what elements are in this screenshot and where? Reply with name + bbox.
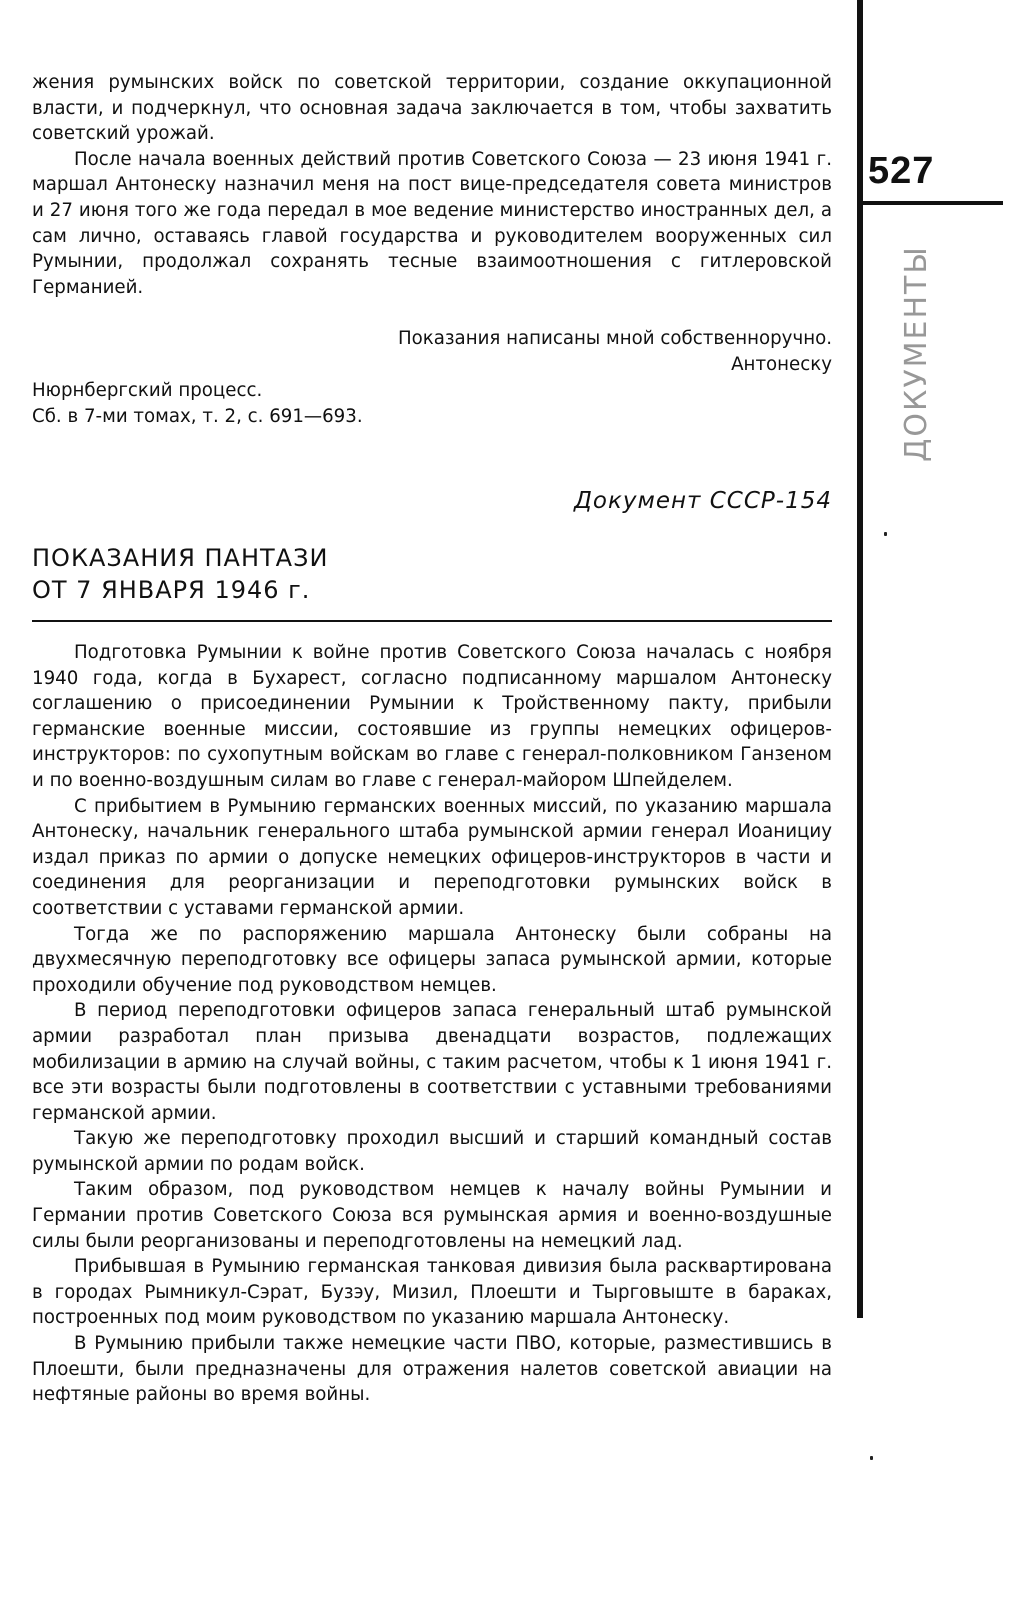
document-label: Документ СССР-154 bbox=[573, 488, 832, 514]
source-reference: Сб. в 7-ми томах, т. 2, с. 691—693. bbox=[32, 406, 363, 427]
document-title: ОТ 7 ЯНВАРЯ 1946 г. bbox=[32, 576, 311, 604]
document-body bbox=[32, 640, 832, 1408]
paragraph: После начала военных действий против Советского Союза — 23 июня 1941 г. маршал Антонеску назначил меня на пост вице-председателя совета министров и 27 июня того же года передал в мое ведение министерство иностранных дел, а сам лично, оставаясь главой государства и руководителем вооруженных сил Румынии, продолжал сохранять тесные взаимоотношения с гитлеровской Германией. bbox=[32, 148, 832, 298]
paragraph: В период переподготовки офицеров запаса генеральный штаб румынской армии разработал план призыва двенадцати возрастов, подлежащих мобилизации в армию на случай войны, с таким расчетом, чтобы к 1 июня 1941 г. все эти возрасты были подготовлены в соответствии с уставными требованиями германской армии. bbox=[32, 1000, 832, 1124]
paragraph: Прибывшая в Румынию германская танковая дивизия была расквартирована в городах Рымникул-Сэрат, Бузэу, Мизил, Плоешти и Тырговыште в бараках, построенных под моим руководством по указанию маршала Антонеску. bbox=[32, 1256, 832, 1329]
document-title: ПОКАЗАНИЯ ПАНТАЗИ bbox=[32, 544, 329, 572]
paragraph: Такую же переподготовку проходил высший и старший командный состав румынской армии по родам войск. bbox=[32, 1128, 832, 1175]
page-number: 527 bbox=[868, 150, 935, 192]
signature-note: Показания написаны мной собственноручно. bbox=[397, 328, 832, 349]
page-number-rule bbox=[863, 201, 1003, 205]
section-mark-text: ДОКУМЕНТЫ bbox=[899, 245, 934, 462]
paragraph: С прибытием в Румынию германских военных миссий, по указанию маршала Антонеску, начальник генерального штаба румынской армии генерал Иоанициу издал приказ по армии о допуске немецких офицеров-инструкторов в части и соединения для реорганизации и переподготовки румынских войск в соответствии с уставами германской армии. bbox=[32, 795, 832, 919]
paragraph: В Румынию прибыли также немецкие части ПВО, которые, разместившись в Плоешти, были предназначены для отражения налетов советской авиации на нефтяные районы во время войны. bbox=[32, 1333, 832, 1406]
title-divider bbox=[32, 620, 832, 622]
continuation-text bbox=[32, 70, 832, 300]
scan-speck bbox=[870, 1456, 873, 1460]
paragraph: Тогда же по распоряжению маршала Антонеску были собраны на двухмесячную переподготовку все офицеры запаса румынской армии, которые проходили обучение под руководством немцев. bbox=[32, 923, 832, 996]
scan-speck bbox=[884, 532, 887, 536]
paragraph: жения румынских войск по советской территории, создание оккупационной власти, и подчеркнул, что основная задача заключается в том, чтобы захватить советский урожай. bbox=[32, 72, 832, 145]
paragraph: Подготовка Румынии к войне против Советского Союза началась с ноября 1940 года, когда в Бухарест, согласно подписанному маршалом Антонеску соглашению о присоединении Румынии к Тройственному пакту, прибыли германские военные миссии, состоявшие из группы немецких офицеров-инструкторов: по сухопутным войскам во главе с генерал-полковником Ганзеном и по военно-воздушным силам во главе с генерал-майором Шпейделем. bbox=[32, 642, 832, 791]
margin-vertical-bar bbox=[857, 0, 863, 1318]
vertical-section-mark bbox=[878, 222, 938, 462]
source-reference: Нюрнбергский процесс. bbox=[32, 380, 263, 401]
paragraph: Таким образом, под руководством немцев к началу войны Румынии и Германии против Советского Союза вся румынская армия и военно-воздушные силы были реорганизованы и переподготовлены на немецкий лад. bbox=[32, 1179, 832, 1252]
signature-name: Антонеску bbox=[731, 354, 832, 375]
